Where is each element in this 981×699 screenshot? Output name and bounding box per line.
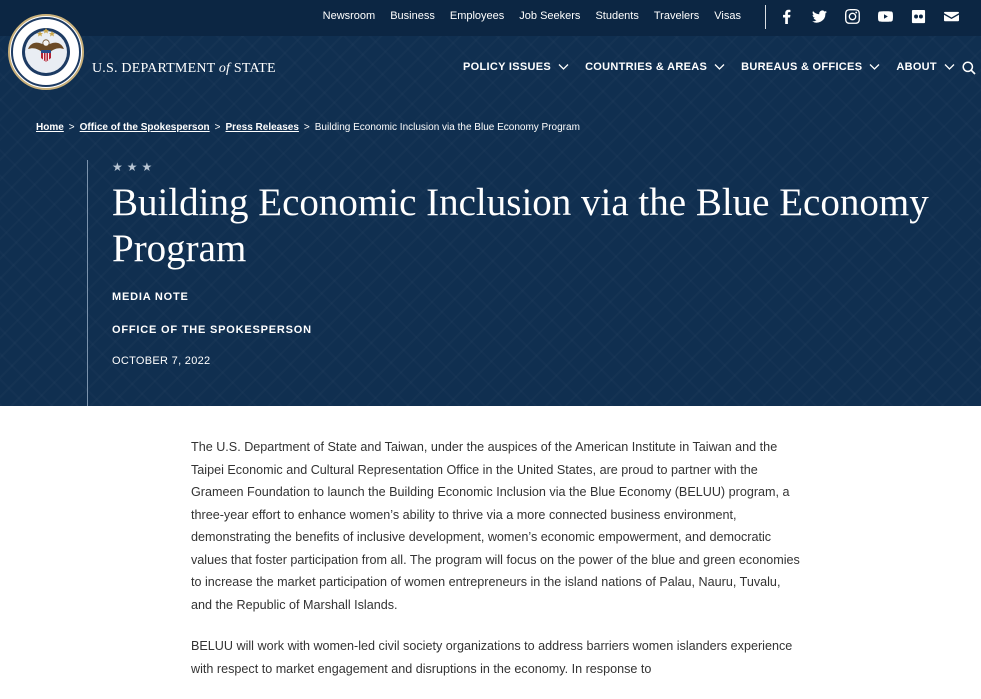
instagram-icon[interactable]	[844, 8, 860, 24]
wordmark-part1: U.S. DEPARTMENT	[92, 61, 216, 76]
nav-bureaus-offices[interactable]	[741, 61, 880, 73]
email-icon[interactable]	[943, 8, 959, 24]
page-title: Building Economic Inclusion via the Blue Economy Program	[112, 181, 929, 270]
nav-travelers[interactable]: Travelers	[653, 10, 700, 22]
article-date: OCTOBER 7, 2022	[112, 355, 211, 367]
breadcrumb-separator: >	[68, 122, 75, 133]
article-office: OFFICE OF THE SPOKESPERSON	[112, 324, 312, 336]
site-wordmark[interactable]	[92, 61, 276, 77]
nav-bureaus-offices-label: BUREAUS & OFFICES	[741, 61, 863, 73]
article-paragraph: BELUU will work with women-led civil society organizations to address barriers women islanders experience with respect to market engagement and disruptions in the economy. In response to	[191, 639, 793, 676]
flickr-icon[interactable]	[910, 8, 926, 24]
hero-left-rule	[87, 160, 88, 406]
article-type: MEDIA NOTE	[112, 291, 189, 303]
main-nav	[463, 61, 971, 73]
nav-policy-issues[interactable]	[463, 61, 569, 73]
breadcrumb	[36, 122, 580, 133]
breadcrumb-home[interactable]: Home	[36, 122, 64, 133]
utility-nav	[308, 0, 741, 32]
nav-policy-issues-label: POLICY ISSUES	[463, 61, 552, 73]
nav-students[interactable]: Students	[595, 10, 639, 22]
utility-divider	[765, 5, 766, 29]
breadcrumb-office-spokesperson[interactable]: Office of the Spokesperson	[79, 122, 210, 133]
nav-about-label: ABOUT	[896, 61, 937, 73]
chevron-down-icon	[869, 63, 880, 71]
nav-about[interactable]	[896, 61, 955, 73]
eagle-seal-icon	[10, 16, 82, 88]
chevron-down-icon	[944, 63, 955, 71]
nav-countries-areas-label: COUNTRIES & AREAS	[585, 61, 708, 73]
facebook-icon[interactable]	[778, 8, 794, 24]
article-body	[191, 436, 803, 699]
utility-bar	[0, 0, 981, 36]
nav-employees[interactable]: Employees	[449, 10, 505, 22]
breadcrumb-current: Building Economic Inclusion via the Blue Economy Program	[314, 122, 580, 133]
chevron-down-icon	[558, 63, 569, 71]
department-seal[interactable]	[8, 14, 84, 90]
nav-newsroom[interactable]: Newsroom	[322, 10, 376, 22]
nav-job-seekers[interactable]: Job Seekers	[519, 10, 581, 22]
nav-business[interactable]: Business	[390, 10, 435, 22]
breadcrumb-separator: >	[303, 122, 310, 133]
nav-visas[interactable]: Visas	[714, 10, 741, 22]
article-paragraph: The U.S. Department of State and Taiwan, under the auspices of the American Institute in Taiwan and the Taipei Economic and Cultural Representation Office in the United States, are proud to partner with the Grameen Foundation to launch the Building Economic Inclusion via the Blue Economy (BELUU) program, a three-year effort to enhance women’s ability to thrive via a more connected business environment, demonstrating the benefits of inclusive development, women’s economic empowerment, and democratic values that foster participation from all. The program will focus on the power of the blue and green economies to increase the market participation of women entrepreneurs in the island nations of Palau, Nauru, Tuvalu, and the Republic of Marshall Islands.	[191, 440, 800, 612]
search-icon[interactable]	[962, 61, 976, 75]
stars-decoration: ★★★	[112, 160, 157, 174]
social-links	[778, 0, 976, 32]
youtube-icon[interactable]	[877, 8, 893, 24]
twitter-icon[interactable]	[811, 8, 827, 24]
breadcrumb-separator: >	[214, 122, 221, 133]
nav-countries-areas[interactable]	[585, 61, 725, 73]
breadcrumb-press-releases[interactable]: Press Releases	[225, 122, 299, 133]
wordmark-part2: STATE	[233, 61, 276, 76]
wordmark-of: of	[218, 61, 231, 76]
chevron-down-icon	[714, 63, 725, 71]
